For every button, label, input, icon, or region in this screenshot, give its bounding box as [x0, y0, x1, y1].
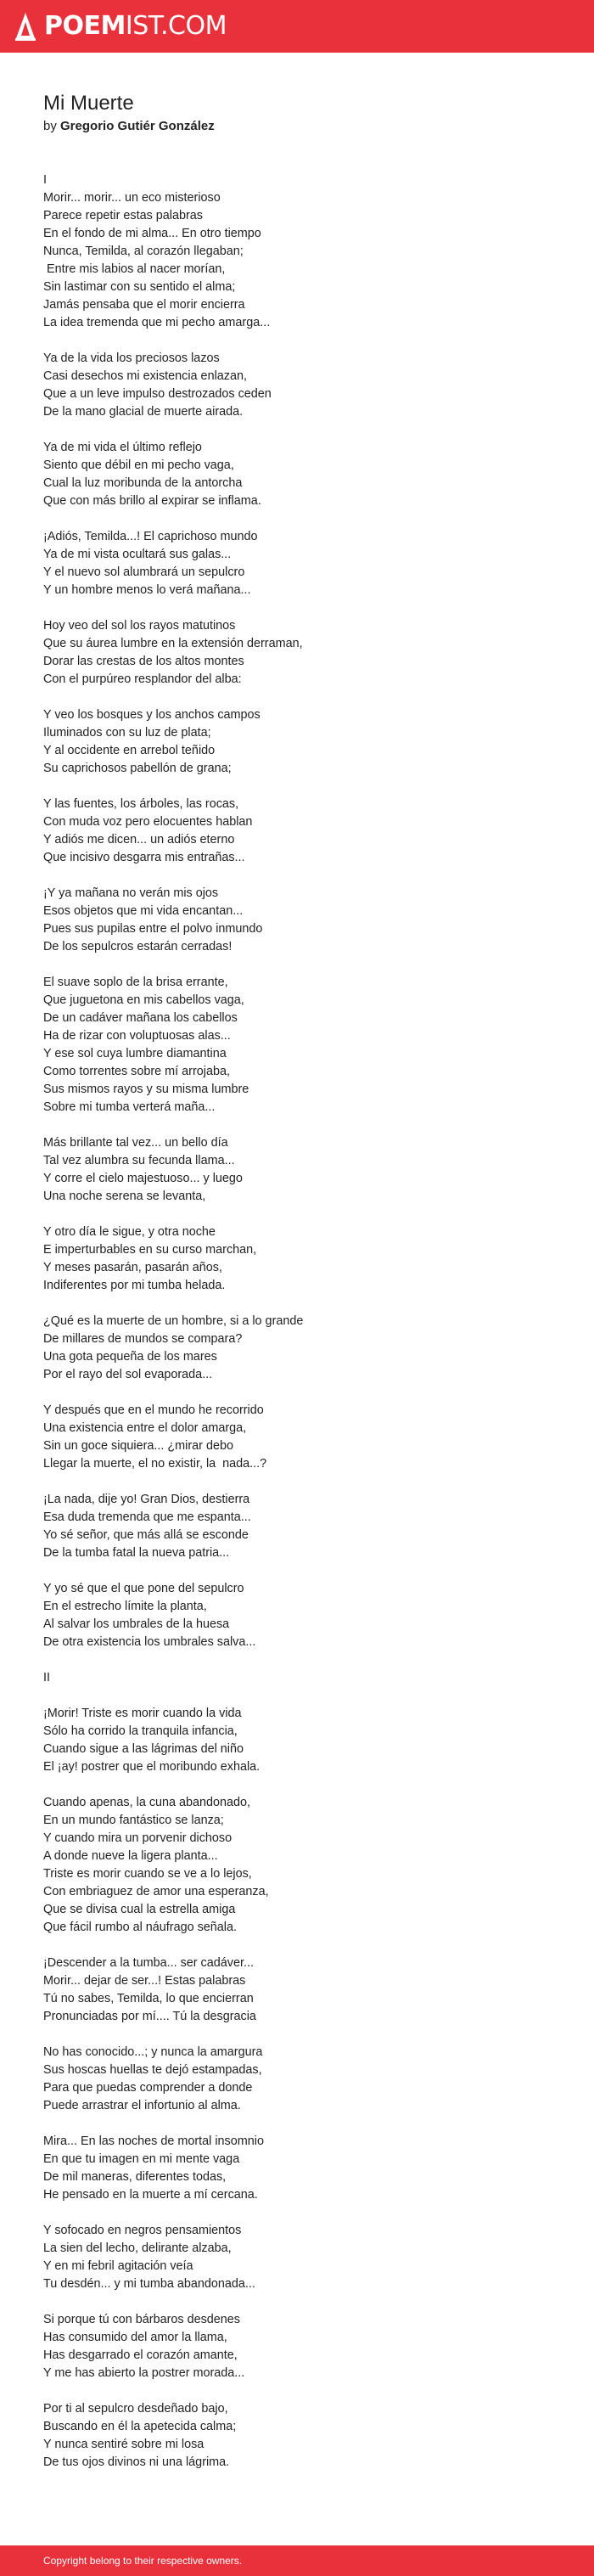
poem-line — [43, 1687, 552, 1705]
poem-line: ¡Descender a la tumba... ser cadáver... — [43, 1956, 254, 1970]
poem-line: De los sepulcros estarán cerradas! — [43, 940, 233, 953]
site-footer — [0, 2545, 594, 2576]
poem-line — [43, 1116, 552, 1134]
poem-line: Triste es morir cuando se ve a lo lejos, — [43, 1867, 252, 1881]
poem-line: ¡Adiós, Temilda...! El caprichoso mundo — [43, 530, 258, 543]
poem-line: Esa duda tremenda que me espanta... — [43, 1510, 251, 1524]
poem-line: Y después que en el mundo he recorrido — [43, 1403, 264, 1417]
poem-line: De mil maneras, diferentes todas, — [43, 2170, 227, 2184]
poem-line — [43, 2115, 552, 2133]
poem-line: De la mano glacial de muerte airada. — [43, 405, 244, 419]
poem-line: I — [43, 173, 47, 187]
poem-line: A donde nueve la ligera planta... — [43, 1849, 218, 1863]
poem-line: Y en mi febril agitación veía — [43, 2259, 193, 2273]
poem-line: Cual la luz moribunda de la antorcha — [43, 476, 243, 490]
poem-line — [43, 510, 552, 528]
poem-byline — [43, 118, 552, 135]
poem-line: Y el nuevo sol alumbrará un sepulcro — [43, 565, 245, 579]
poem-line: Sus hoscas huellas te dejó estampadas, — [43, 2063, 262, 2077]
poem-line: En que tu imagen en mi mente vaga — [43, 2152, 240, 2166]
poem-content — [43, 92, 552, 2472]
site-header — [0, 0, 594, 53]
by-label: by — [43, 119, 57, 133]
poem-line: La idea tremenda que mi pecho amarga... — [43, 316, 271, 329]
poem-line: Tal vez alumbra su fecunda llama... — [43, 1154, 235, 1167]
poem-line: De otra existencia los umbrales salva... — [43, 1635, 256, 1649]
poem-line: Indiferentes por mi tumba helada. — [43, 1279, 226, 1292]
poem-line: Mira... En las noches de mortal insomnio — [43, 2134, 264, 2148]
poem-line — [43, 1295, 552, 1313]
poem-line: E imperturbables en su curso marchan, — [43, 1243, 257, 1257]
poem-line: Por ti al sepulcro desdeñado bajo, — [43, 2402, 228, 2416]
poem-line: Que juguetona en mis cabellos vaga, — [43, 993, 244, 1007]
poem-line — [43, 2293, 552, 2311]
poem-line: La sien del lecho, delirante alzaba, — [43, 2241, 232, 2255]
poem-line: De un cadáver mañana los cabellos — [43, 1011, 238, 1025]
poem-line — [43, 2382, 552, 2400]
poem-line: II — [43, 1671, 50, 1685]
poem-line: Una existencia entre el dolor amarga, — [43, 1421, 247, 1435]
poem-line: Que con más brillo al expirar se inflama. — [43, 494, 261, 508]
poem-line: Pues sus pupilas entre el polvo inmundo — [43, 922, 263, 936]
poem-line: Ya de mi vida el último reflejo — [43, 441, 202, 454]
poem-line: Y veo los bosques y los anchos campos — [43, 708, 261, 722]
poem-line — [43, 1206, 552, 1223]
poem-line: Por el rayo del sol evaporada... — [43, 1368, 213, 1381]
poem-line: Casi desechos mi existencia enlazan, — [43, 369, 247, 383]
poem-line: No has conocido...; y nunca la amargura — [43, 2045, 263, 2059]
poem-line: Llegar la muerte, el no existir, la nada...? — [43, 1457, 267, 1471]
poem-line: Con el purpúreo resplandor del alba: — [43, 672, 242, 686]
poem-line: Yo sé señor, que más allá se esconde — [43, 1528, 249, 1542]
poem-line: Que incisivo desgarra mis entrañas... — [43, 851, 245, 864]
poem-line: Sus mismos rayos y su misma lumbre — [43, 1083, 249, 1096]
poem-line: Ya de mi vista ocultará sus galas... — [43, 548, 232, 561]
poem-line — [43, 778, 552, 796]
poem-line — [43, 1473, 552, 1491]
poem-line: Una gota pequeña de los mares — [43, 1350, 217, 1364]
poem-line: Jamás pensaba que el morir encierra — [43, 298, 245, 312]
poem-line: Esos objetos que mi vida encantan... — [43, 904, 244, 918]
poem-line: Tú no sabes, Temilda, lo que encierran — [43, 1992, 254, 2005]
author-link[interactable]: Gregorio Gutiér González — [60, 119, 215, 133]
poem-line: Y me has abierto la postrer morada... — [43, 2366, 245, 2380]
poem-line: Que su áurea lumbre en la extensión derraman, — [43, 637, 303, 650]
poem-line: Puede arrastrar el infortunio al alma. — [43, 2099, 241, 2112]
poem-line: Sólo ha corrido la tranquila infancia, — [43, 1724, 238, 1738]
poem-line: Morir... dejar de ser...! Estas palabras — [43, 1974, 246, 1988]
poem-line: Has consumido del amor la llama, — [43, 2331, 227, 2344]
poem-line: Y yo sé que el que pone del sepulcro — [43, 1582, 244, 1595]
poem-line: De la tumba fatal la nueva patria... — [43, 1546, 230, 1560]
poem-line: Y ese sol cuya lumbre diamantina — [43, 1047, 227, 1060]
poem-line — [43, 421, 552, 439]
poem-line: Y adiós me dicen... un adiós eterno — [43, 833, 235, 846]
poem-line: Y otro día le sigue, y otra noche — [43, 1225, 216, 1239]
poem-line: El suave soplo de la brisa errante, — [43, 976, 228, 989]
poem-line: Al salvar los umbrales de la huesa — [43, 1617, 230, 1631]
poem-line: Y meses pasarán, pasarán años, — [43, 1261, 222, 1274]
poem-line: Dorar las crestas de los altos montes — [43, 655, 244, 668]
poem-line: Si porque tú con bárbaros desdenes — [43, 2313, 241, 2326]
poem-line: Ha de rizar con voluptuosas alas... — [43, 1029, 231, 1043]
poem-line: Sin lastimar con su sentido el alma; — [43, 280, 236, 294]
poem-line: Cuando apenas, la cuna abandonado, — [43, 1796, 251, 1809]
poem-line: ¡Morir! Triste es morir cuando la vida — [43, 1707, 242, 1720]
poem-line: Sobre mi tumba verterá maña... — [43, 1100, 216, 1114]
poem-line: Y corre el cielo majestuoso... y luego — [43, 1172, 243, 1185]
poem-line: Has desgarrado el corazón amante, — [43, 2348, 238, 2362]
poem-line: De millares de mundos se compara? — [43, 1332, 243, 1346]
poem-line: Con muda voz pero elocuentes hablan — [43, 815, 253, 829]
poem-line — [43, 1937, 552, 1954]
poem-line — [43, 867, 552, 885]
poem-line — [43, 1776, 552, 1794]
poem-line — [43, 2026, 552, 2044]
poem-line: Y sofocado en negros pensamientos — [43, 2224, 242, 2237]
copyright-text: Copyright belong to their respective owners. — [43, 2555, 243, 2567]
poem-line: Y las fuentes, los árboles, las rocas, — [43, 797, 239, 811]
poem-line: Buscando en él la apetecida calma; — [43, 2420, 237, 2433]
poem-line: Que fácil rumbo al náufrago señala. — [43, 1921, 237, 1934]
poem-line: Como torrentes sobre mí arrojaba, — [43, 1065, 230, 1078]
poem-line: Hoy veo del sol los rayos matutinos — [43, 619, 236, 633]
poem-line: El ¡ay! postrer que el moribundo exhala. — [43, 1760, 261, 1774]
site-logo-link[interactable] — [15, 9, 227, 43]
poem-title: Mi Muerte — [43, 92, 134, 115]
poem-line: Más brillante tal vez... un bello día — [43, 1136, 228, 1150]
poem-line: En el estrecho límite la planta, — [43, 1600, 207, 1613]
poem-line: En el fondo de mi alma... En otro tiempo — [43, 227, 261, 240]
poem-line: De tus ojos divinos ni una lágrima. — [43, 2455, 230, 2469]
poem-line — [43, 689, 552, 706]
poem-line — [43, 1384, 552, 1402]
poem-line: Siento que débil en mi pecho vaga, — [43, 458, 234, 472]
poem-line: Cuando sigue a las lágrimas del niño — [43, 1742, 244, 1756]
poem-line: Ya de la vida los preciosos lazos — [43, 352, 220, 365]
poem-line: Morir... morir... un eco misterioso — [43, 191, 221, 205]
poem-line: Y cuando mira un porvenir dichoso — [43, 1831, 233, 1845]
poem-line — [43, 2204, 552, 2222]
poem-line: Y nunca sentiré sobre mi losa — [43, 2438, 205, 2451]
poem-line: ¡La nada, dije yo! Gran Dios, destierra — [43, 1493, 250, 1506]
poem-line: Con embriaguez de amor una esperanza, — [43, 1885, 269, 1898]
poem-line — [43, 332, 552, 350]
poem-line: Parece repetir estas palabras — [43, 209, 203, 222]
poem-line: Una noche serena se levanta, — [43, 1190, 206, 1203]
poem-line: ¡Y ya mañana no verán mis ojos — [43, 886, 219, 900]
poem-line: Y al occidente en arrebol teñido — [43, 744, 216, 757]
poem-line — [43, 599, 552, 617]
poem-line: En un mundo fantástico se lanza; — [43, 1814, 224, 1827]
poem-line: He pensado en la muerte a mí cercana. — [43, 2188, 258, 2202]
poem-line: Para que puedas comprender a donde — [43, 2081, 253, 2095]
pen-nib-icon — [15, 12, 36, 41]
poem-line: Que a un leve impulso destrozados ceden — [43, 387, 272, 401]
poem-line: Su caprichosos pabellón de grana; — [43, 762, 232, 775]
poem-line: Sin un goce siquiera... ¿mirar debo — [43, 1439, 233, 1453]
poem-line: Nunca, Temilda, al corazón llegaban; — [43, 245, 244, 258]
poem-line — [43, 1562, 552, 1580]
poem-line — [43, 956, 552, 974]
poem-line — [43, 1651, 552, 1669]
poem-line: ¿Qué es la muerte de un hombre, si a lo grande — [43, 1314, 304, 1328]
poem-body — [43, 172, 552, 2472]
poem-line: Entre mis labios al nacer morían, — [43, 262, 226, 276]
poem-line: Que se divisa cual la estrella amiga — [43, 1903, 236, 1916]
poem-line: Tu desdén... y mi tumba abandonada... — [43, 2277, 255, 2291]
poem-line: Iluminados con su luz de plata; — [43, 726, 211, 740]
poem-line: Y un hombre menos lo verá mañana... — [43, 583, 251, 597]
poem-line: Pronunciadas por mí.... Tú la desgracia — [43, 2010, 256, 2023]
site-logo-text: POEMIST.COM — [44, 11, 227, 41]
